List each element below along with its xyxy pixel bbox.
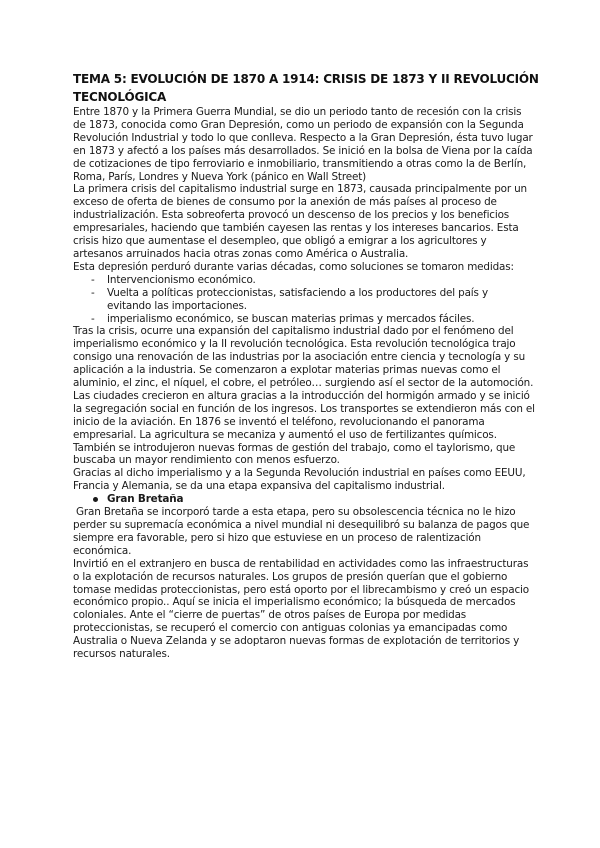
paragraph-crisis-causes: La primera crisis del capitalismo industrial surge en 1873, causada principalmente por un exceso de oferta de bienes de consumo por la anexión de más países al proceso de industrialización. Esta sobreoferta provocó un descenso de los precios y los beneficios empresariales, haciendo que también cayesen las rentas y los intereses bancarios. Esta crisis hizo que aumentase el desempleo, que obligó a emigrar a los agricultores y artesanos arruinados hacia otras zonas como América o Australia. [73,183,527,260]
paragraph-measures-intro: Esta depresión perduró durante varias décadas, como soluciones se tomaron medidas: [73,260,514,273]
paragraph-expansion: Tras la crisis, ocurre una expansión del capitalismo industrial dado por el fenómeno del imperialismo económico y la II revolución tecnológica. Esta revolución tecnológica trajo consigo una renovación de las industrias por la asociación entre ciencia y tecnología y su aplicación a la industria. Se comenzaron a explotar materias primas nuevas como el aluminio, el zinc, el níquel, el cobre, el petróleo… surgiendo así el sector de la automoción. Las ciudades crecieron en altura gracias a la introducción del hormigón armado y se inició la segregación social en función de los ingresos. Los transportes se extendieron más con el inicio de la aviación. En 1876 se inventó el teléfono, revolucionando el panorama empresarial. La agricultura se mecaniza y aumentó el uso de fertilizantes químicos. También se introdujeron nuevas formas de gestión del trabajo, como el taylorismo, que buscaba un mayor rendimiento con menos esfuerzo. [73,325,535,467]
paragraph-imperialism: Gracias al dicho imperialismo y a la Segunda Revolución industrial en países como EEUU, Francia y Alemania, se da una etapa expansiva del capitalismo industrial. [73,467,526,493]
dash-marker: - [91,312,95,325]
dash-marker: - [91,273,95,286]
document-body [73,106,535,661]
measures-list [73,274,535,326]
section-heading: Gran Bretaña [73,493,535,506]
paragraph-investment: Invirtió en el extranjero en busca de rentabilidad en actividades como las infraestructuras o la explotación de recursos naturales. Los grupos de presión querían que el gobierno tomase medidas proteccionistas, pero está oporto por el librecambismo y creó un espacio económico propio.. Aquí se inicia el imperialismo económico; la búsqueda de mercados coloniales. Ante el “cierre de puertas” de otros países de Europa por medidas proteccionistas, se recuperó el comercio con antiguas colonias ya emancipadas como Australia o Nueva Zelanda y se adoptaron nuevas formas de explotación de territorios y recursos naturales. [73,557,529,661]
section-list [73,493,535,506]
list-item: - Vuelta a políticas proteccionistas, satisfaciendo a los productores del país y evitando las importaciones. [91,286,488,312]
list-item: - imperialismo económico, se buscan materias primas y mercados fáciles. [91,312,475,325]
list-item: - Intervencionismo económico. [91,273,256,286]
dash-marker: - [91,286,95,299]
paragraph-great-britain: Gran Bretaña se incorporó tarde a esta etapa, pero su obsolescencia técnica no le hizo perder su supremacía económica a nivel mundial ni desequilibró su balanza de pagos que siempre era favorable, pero si hizo que estuviese en un proceso de ralentización económica. [73,506,530,557]
document-title: TEMA 5: EVOLUCIÓN DE 1870 A 1914: CRISIS DE 1873 Y II REVOLUCIÓN TECNOLÓGICA [73,72,539,104]
paragraph-intro: Entre 1870 y la Primera Guerra Mundial, se dio un periodo tanto de recesión con la crisis de 1873, conocida como Gran Depresión, como un periodo de expansión con la Segunda Revolución Industrial y todo lo que conlleva. Respecto a la Gran Depresión, ésta tuvo lugar en 1873 y afectó a los países más desarrollados. Se inició en la bolsa de Viena por la caída de cotizaciones de tipo ferroviario e inmobiliario, transmitiendo a otras como la de Berlín, Roma, París, Londres y Nueva York (pánico en Wall Street) [73,106,533,183]
bullet-icon [93,497,98,502]
